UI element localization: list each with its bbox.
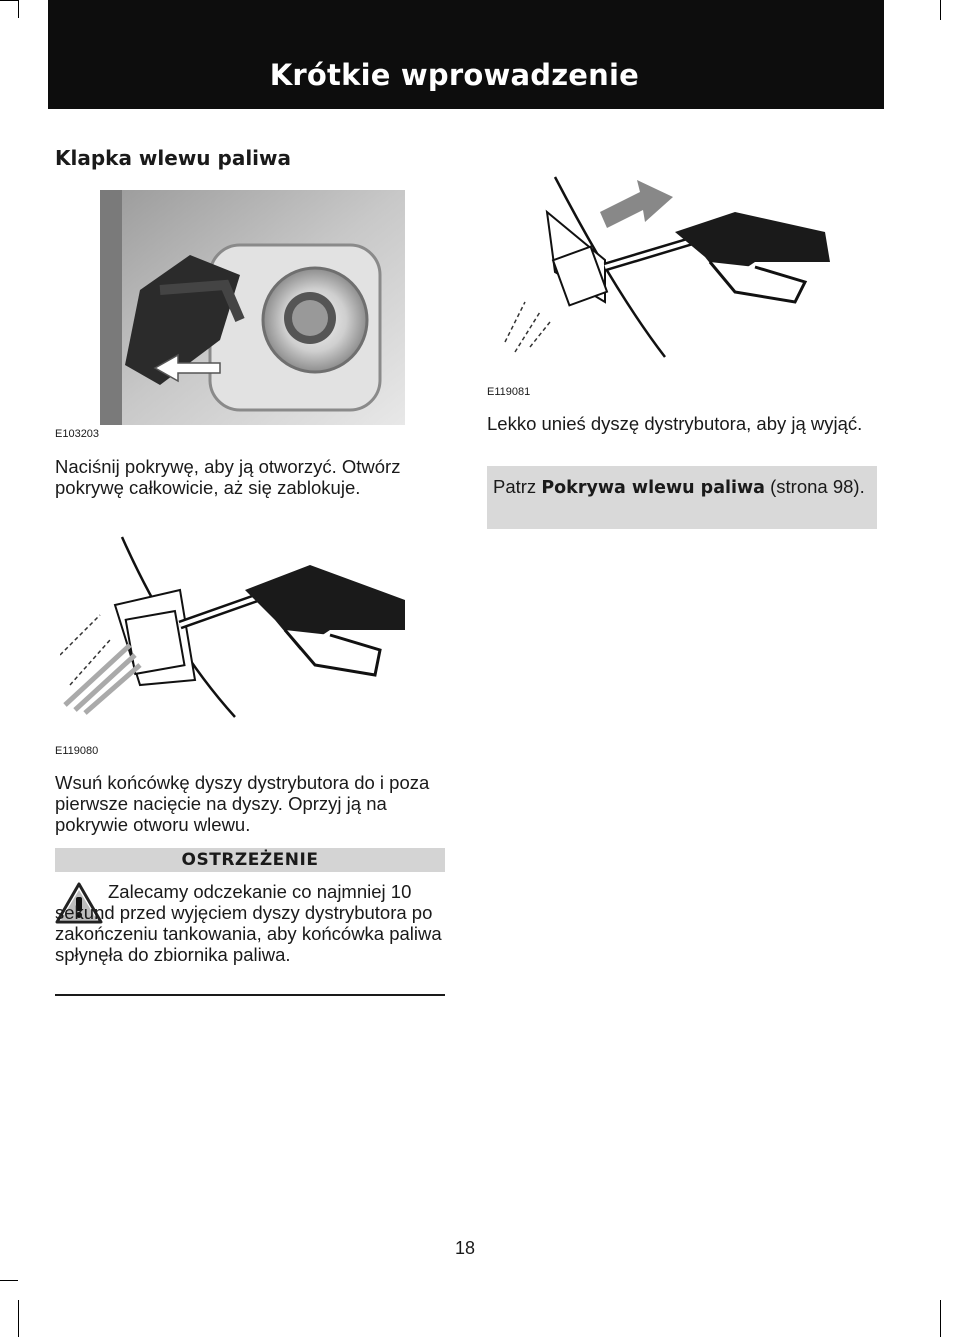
header-title: Krótkie wprowadzenie	[269, 58, 639, 92]
figure-caption: Naciśnij pokrywę, aby ją otworzyć. Otwórz pokrywę całkowicie, aż się zablokuje.	[55, 456, 401, 498]
reference-suffix: (strona 98).	[764, 476, 865, 497]
figure-code: E119080	[55, 745, 99, 757]
nozzle-removal-illustration	[495, 172, 870, 362]
warning-bottom-rule	[55, 994, 445, 996]
reference-link[interactable]: Pokrywa wlewu paliwa	[541, 478, 765, 498]
reference-box	[487, 466, 877, 529]
figure-code: E119081	[487, 386, 531, 398]
figure-caption: Lekko unieś dyszę dystrybutora, aby ją wyjąć.	[487, 413, 863, 434]
warning-heading-bar	[55, 848, 445, 872]
crop-mark	[940, 1300, 941, 1337]
warning-text: Zalecamy odczekanie co najmniej 10 sekund przed wyjęciem dyszy dystrybutora po zakończeniu tankowania, aby końcówka paliwa spłynęła do zbiornika paliwa.	[55, 881, 442, 965]
arrow-up-right-icon	[600, 180, 673, 228]
nozzle-insertion-illustration	[60, 535, 440, 720]
section-title: Klapka wlewu paliwa	[55, 146, 291, 170]
crop-mark	[0, 1280, 18, 1281]
crop-mark	[940, 0, 941, 20]
figure-code: E103203	[55, 428, 100, 440]
reference-prefix: Patrz	[493, 476, 542, 497]
page-number: 18	[454, 1238, 476, 1258]
warning-heading: OSTRZEŻENIE	[181, 850, 319, 870]
reference-text	[493, 476, 871, 499]
crop-mark	[18, 0, 19, 18]
crop-mark	[0, 0, 18, 1]
figure-caption: Wsuń końcówkę dyszy dystrybutora do i poza pierwsze nacięcie na dyszy. Oprzyj ją na pokrywie otworu wlewu.	[55, 772, 430, 835]
page-header	[48, 0, 884, 109]
crop-mark	[18, 1300, 19, 1337]
fuel-flap-illustration	[100, 190, 405, 425]
